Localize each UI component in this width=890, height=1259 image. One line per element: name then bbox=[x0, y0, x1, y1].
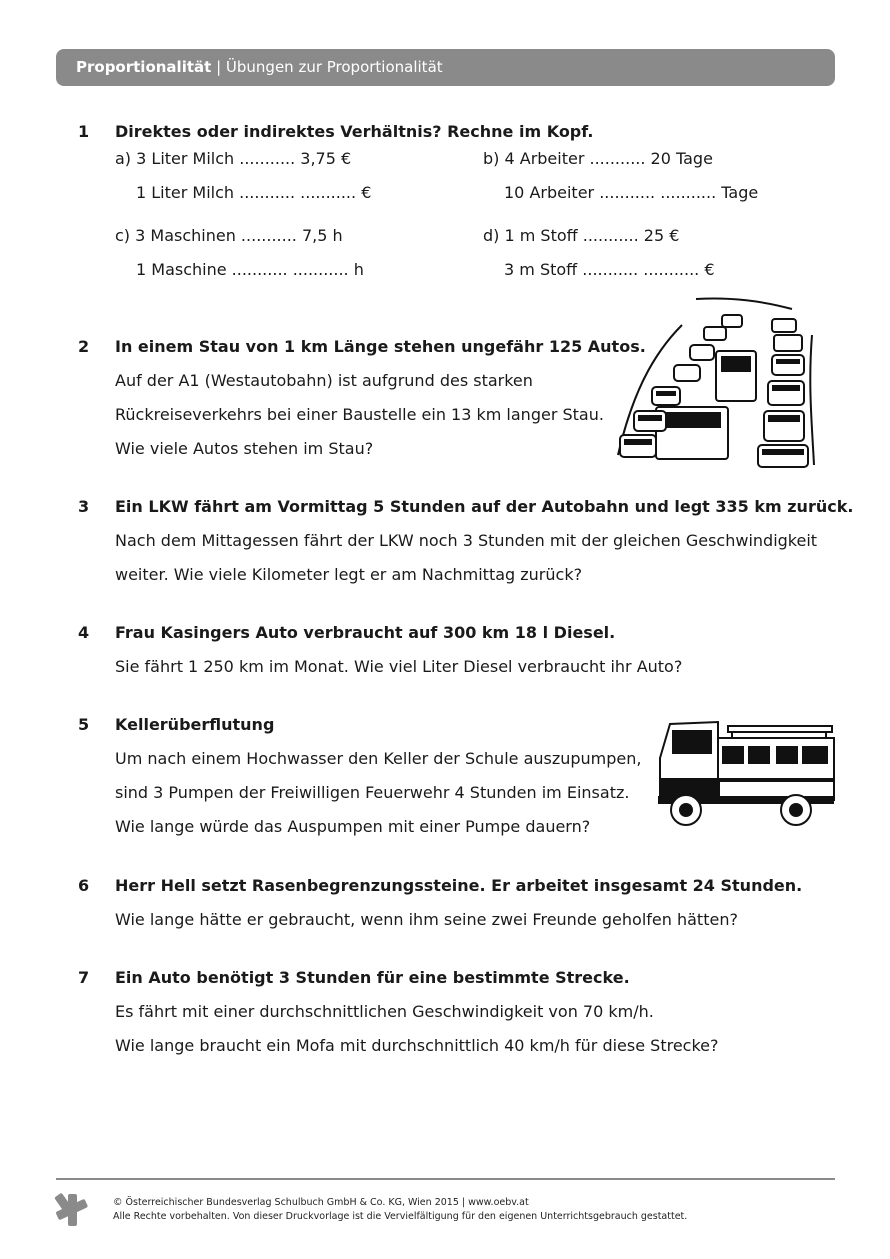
task-title: Ein Auto benötigt 3 Stunden für eine bestimmte Strecke. bbox=[115, 968, 630, 987]
footer-copyright bbox=[113, 1196, 687, 1224]
header-separator: | bbox=[211, 58, 226, 76]
exercise-b-line2: 10 Arbeiter ........... ........... Tage bbox=[504, 183, 759, 202]
task-title: In einem Stau von 1 km Länge stehen ungefähr 125 Autos. bbox=[115, 337, 646, 356]
exercise-b-line1: b) 4 Arbeiter ........... 20 Tage bbox=[483, 149, 713, 168]
task-text-line: Wie lange braucht ein Mofa mit durchschnittlich 40 km/h für diese Strecke? bbox=[115, 1036, 719, 1055]
exercise-d-line2: 3 m Stoff ........... ........... € bbox=[504, 260, 715, 279]
task-number: 6 bbox=[78, 876, 90, 895]
task-text-line: weiter. Wie viele Kilometer legt er am Nachmittag zurück? bbox=[115, 565, 583, 584]
exercise-c-line2: 1 Maschine ........... ........... h bbox=[136, 260, 364, 279]
exercise-d-line1: d) 1 m Stoff ........... 25 € bbox=[483, 226, 680, 245]
task-text-line: Wie lange hätte er gebraucht, wenn ihm seine zwei Freunde geholfen hätten? bbox=[115, 910, 738, 929]
task-text-line: Rückreiseverkehrs bei einer Baustelle ein 13 km langer Stau. bbox=[115, 405, 604, 424]
task-title: Kellerüberflutung bbox=[115, 715, 275, 734]
task-text-line: Auf der A1 (Westautobahn) ist aufgrund des starken bbox=[115, 371, 533, 390]
footer-line-1: © Österreichischer Bundesverlag Schulbuch GmbH & Co. KG, Wien 2015 | www.oebv.at bbox=[113, 1197, 529, 1208]
task-number: 5 bbox=[78, 715, 90, 734]
task-text-line: Wie viele Autos stehen im Stau? bbox=[115, 439, 374, 458]
footer-divider bbox=[56, 1178, 835, 1180]
exercise-a-line1: a) 3 Liter Milch ........... 3,75 € bbox=[115, 149, 352, 168]
task-title: Ein LKW fährt am Vormittag 5 Stunden auf der Autobahn und legt 335 km zurück. bbox=[115, 497, 854, 516]
publisher-logo-icon bbox=[54, 1192, 90, 1228]
task-title: Frau Kasingers Auto verbraucht auf 300 km 18 l Diesel. bbox=[115, 623, 616, 642]
task-title: Direktes oder indirektes Verhältnis? Rechne im Kopf. bbox=[115, 122, 594, 141]
task-text-line: Sie fährt 1 250 km im Monat. Wie viel Liter Diesel verbraucht ihr Auto? bbox=[115, 657, 683, 676]
exercise-a-line2: 1 Liter Milch ........... ........... € bbox=[136, 183, 372, 202]
task-text-line: Um nach einem Hochwasser den Keller der Schule auszupumpen, bbox=[115, 749, 642, 768]
exercise-c-line1: c) 3 Maschinen ........... 7,5 h bbox=[115, 226, 343, 245]
task-number: 4 bbox=[78, 623, 90, 642]
task-number: 3 bbox=[78, 497, 90, 516]
footer-line-2: Alle Rechte vorbehalten. Von dieser Druckvorlage ist die Vervielfältigung für den eigenen Unterrichtsgebrauch gestattet. bbox=[113, 1211, 688, 1222]
page-header bbox=[56, 49, 835, 86]
traffic-jam-illustration bbox=[612, 295, 816, 475]
fire-truck-illustration bbox=[656, 718, 836, 830]
task-text-line: Es fährt mit einer durchschnittlichen Geschwindigkeit von 70 km/h. bbox=[115, 1002, 654, 1021]
task-number: 1 bbox=[78, 122, 90, 141]
task-number: 7 bbox=[78, 968, 90, 987]
task-text-line: Nach dem Mittagessen fährt der LKW noch 3 Stunden mit der gleichen Geschwindigkeit bbox=[115, 531, 818, 550]
task-text-line: sind 3 Pumpen der Freiwilligen Feuerwehr 4 Stunden im Einsatz. bbox=[115, 783, 630, 802]
task-text-line: Wie lange würde das Auspumpen mit einer Pumpe dauern? bbox=[115, 817, 591, 836]
header-title-bold: Proportionalität bbox=[76, 58, 212, 76]
task-number: 2 bbox=[78, 337, 90, 356]
header-title-rest: Übungen zur Proportionalität bbox=[225, 58, 443, 76]
task-title: Herr Hell setzt Rasenbegrenzungssteine. Er arbeitet insgesamt 24 Stunden. bbox=[115, 876, 803, 895]
